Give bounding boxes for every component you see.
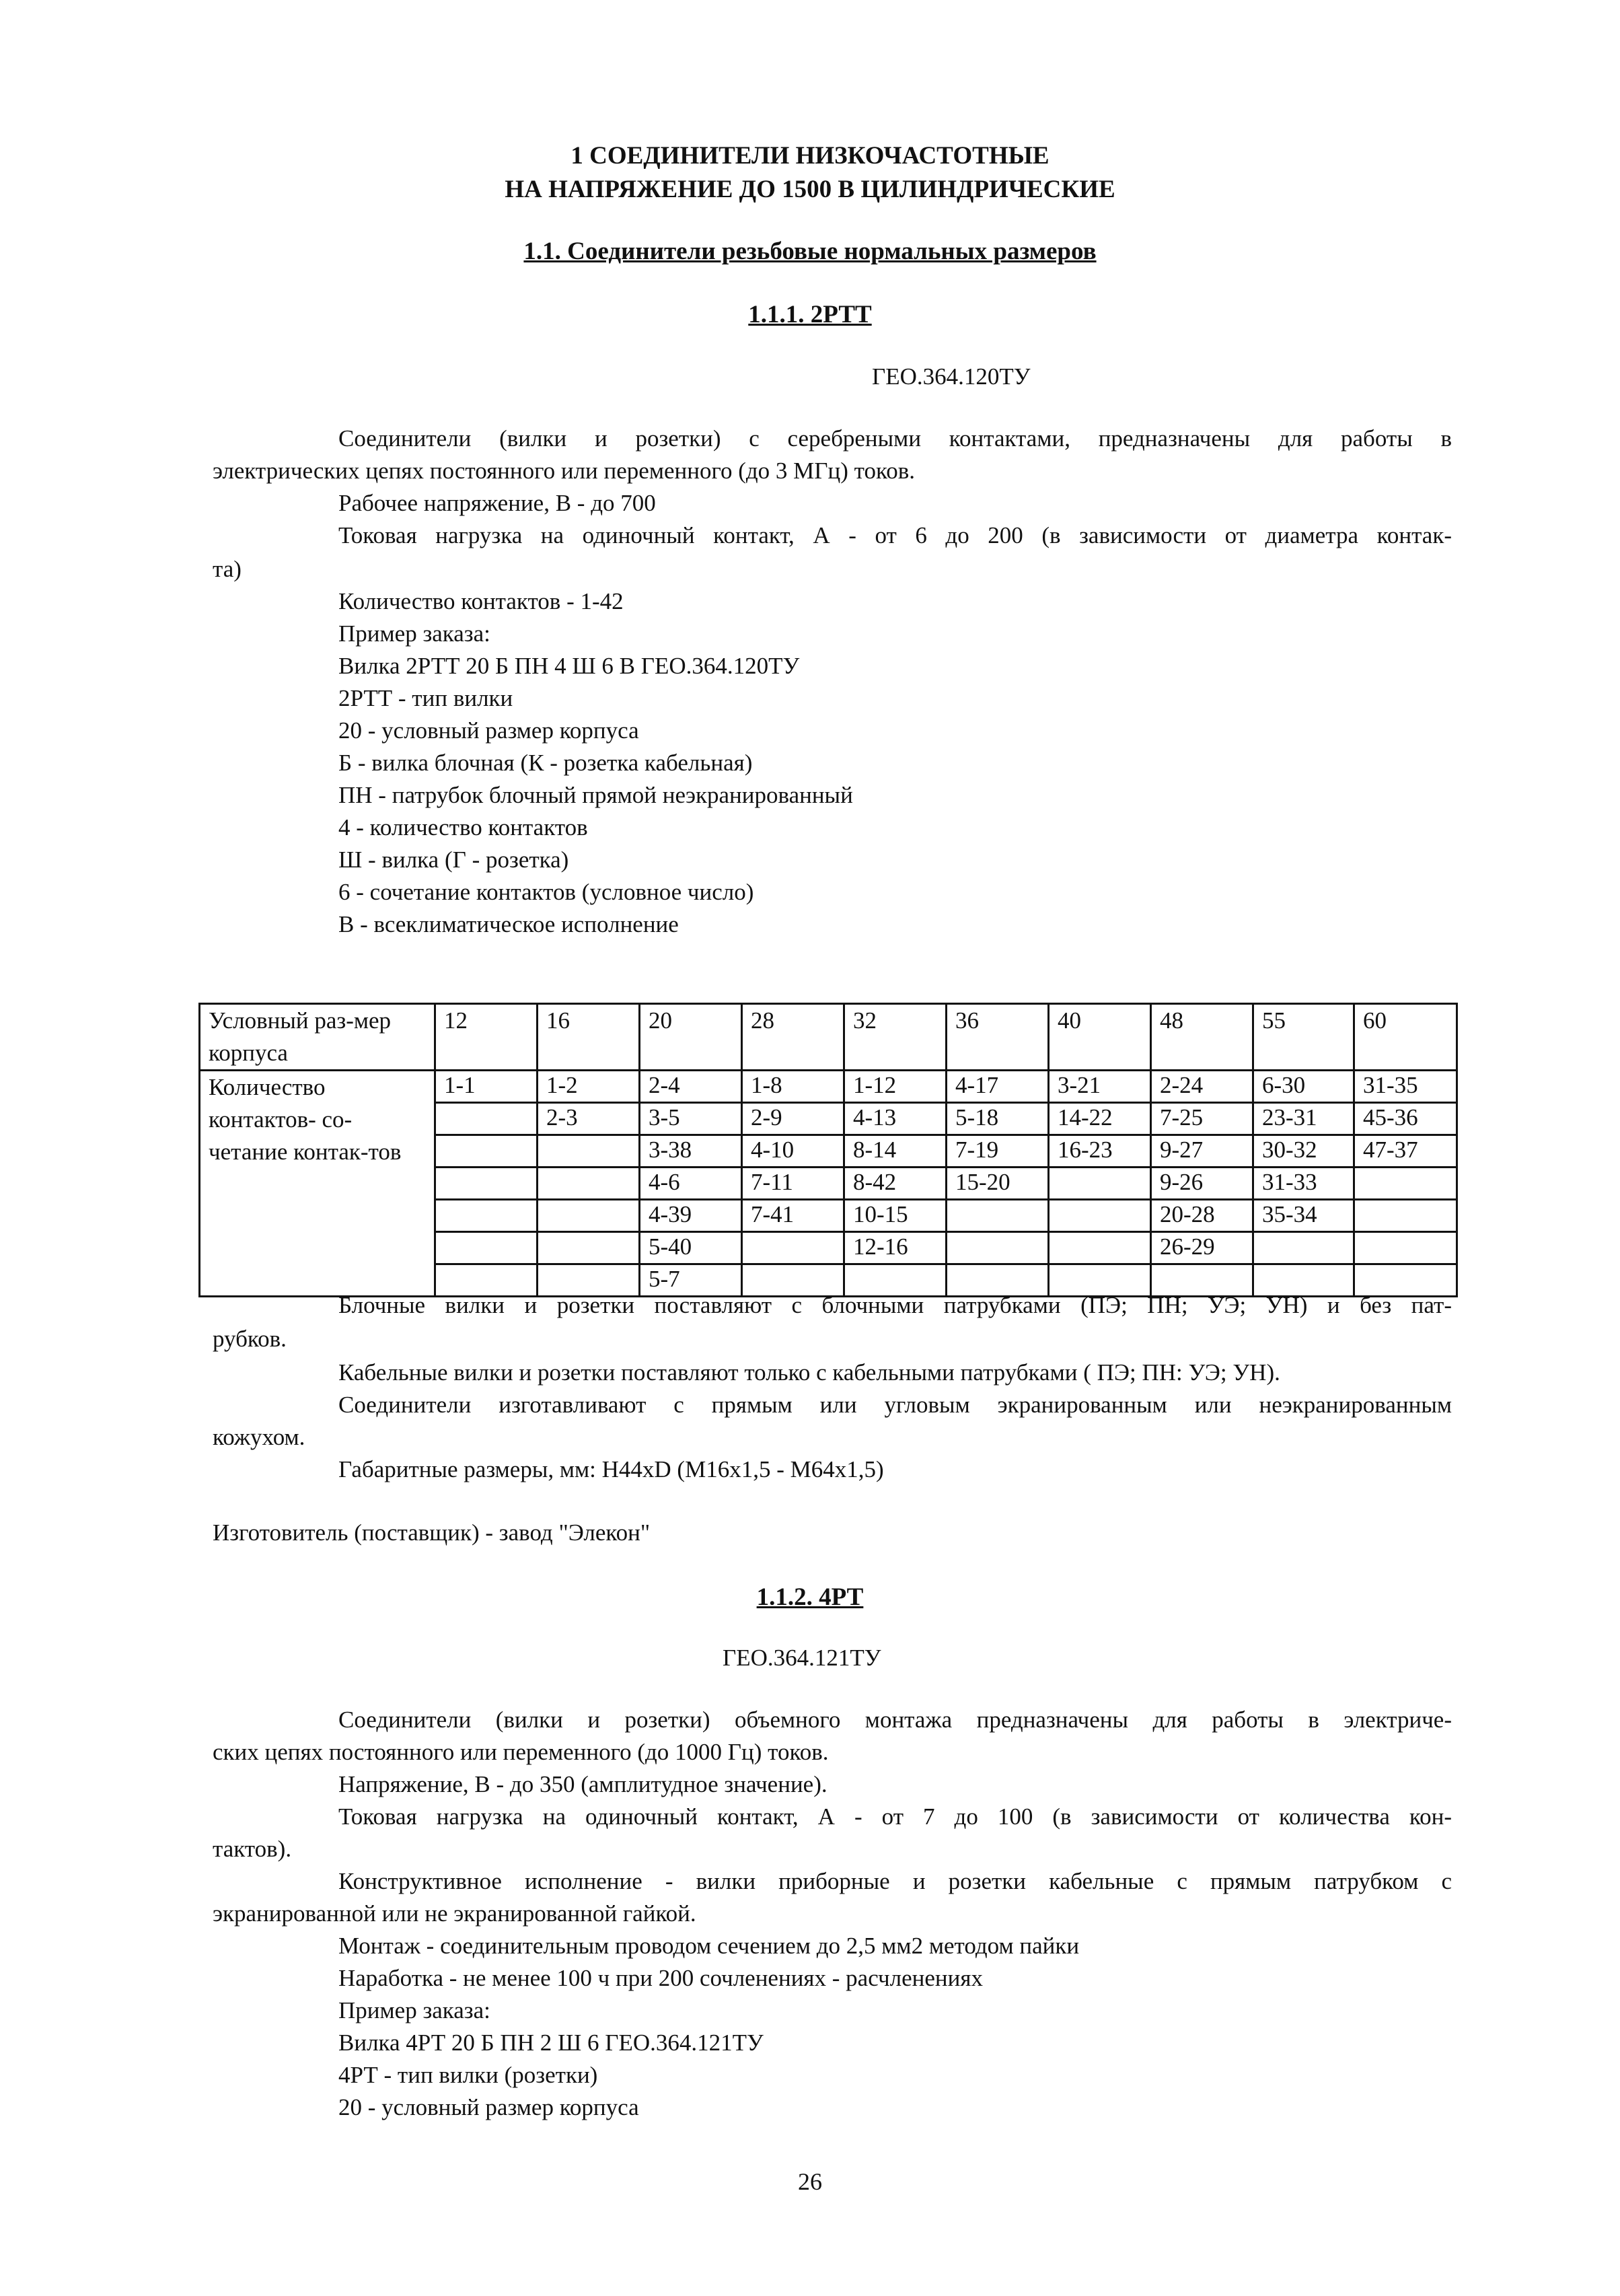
contact-cell: 3-38 <box>640 1135 742 1168</box>
order-example: Вилка 2РТТ 20 Б ПН 4 Ш 6 В ГЕО.364.120ТУ <box>338 653 800 679</box>
contacts-text: Количество контактов - 1-42 <box>338 588 624 614</box>
contact-cell: 47-37 <box>1354 1135 1457 1168</box>
intro2-line2: ских цепях постоянного или переменного (до 1000 Гц) токов. <box>213 1739 829 1765</box>
intro-line2: электрических цепях постоянного или переменного (до 3 МГц) токов. <box>213 458 916 484</box>
lifetime-text: Наработка - не менее 100 ч при 200 сочленениях - расчленениях <box>338 1965 983 1991</box>
contact-cell <box>435 1200 538 1232</box>
size-cell: 32 <box>844 1004 947 1071</box>
voltage2-text: Напряжение, В - до 350 (амплитудное значение). <box>338 1771 827 1797</box>
contact-cell: 31-33 <box>1253 1168 1354 1200</box>
size-cell: 36 <box>947 1004 1049 1071</box>
casing-line2: кожухом. <box>213 1424 305 1450</box>
contact-cell <box>1049 1200 1151 1232</box>
current-line1: Токовая нагрузка на одиночный контакт, А - от 6 до 200 (в зависимости от диаметра контак- <box>338 522 1452 548</box>
legend-item: Ш - вилка (Г - розетка) <box>338 847 569 873</box>
contact-cell <box>435 1232 538 1264</box>
contact-cell <box>538 1135 640 1168</box>
size-cell: 48 <box>1151 1004 1253 1071</box>
contact-cell: 3-5 <box>640 1103 742 1135</box>
legend-item: 4 - количество контактов <box>338 814 588 840</box>
contact-cell: 16-23 <box>1049 1135 1151 1168</box>
contact-cell: 6-30 <box>1253 1071 1354 1103</box>
size-cell: 16 <box>538 1004 640 1071</box>
intro2-line1: Соединители (вилки и розетки) объемного монтажа предназначены для работы в электриче- <box>338 1707 1452 1733</box>
contact-cell: 35-34 <box>1253 1200 1354 1232</box>
contact-cell: 8-42 <box>844 1168 947 1200</box>
contact-cell: 26-29 <box>1151 1232 1253 1264</box>
contact-cell: 2-4 <box>640 1071 742 1103</box>
contact-cell: 4-6 <box>640 1168 742 1200</box>
legend-item: ПН - патрубок блочный прямой неэкранированный <box>338 782 853 808</box>
current-line2: та) <box>213 556 242 582</box>
intro-line1: Соединители (вилки и розетки) с серебреными контактами, предназначены для работы в <box>338 425 1452 452</box>
legend-item: 6 - сочетание контактов (условное число) <box>338 879 754 905</box>
size-cell: 60 <box>1354 1004 1457 1071</box>
contact-cell: 7-41 <box>742 1200 844 1232</box>
size-cell: 20 <box>640 1004 742 1071</box>
legend2-item: 4РТ - тип вилки (розетки) <box>338 2062 598 2088</box>
contact-cell: 4-13 <box>844 1103 947 1135</box>
legend-item: В - всеклиматическое исполнение <box>338 911 679 937</box>
order2-label: Пример заказа: <box>338 1997 490 2023</box>
contact-cell: 7-19 <box>947 1135 1049 1168</box>
contact-cell: 9-27 <box>1151 1135 1253 1168</box>
contact-cell: 23-31 <box>1253 1103 1354 1135</box>
contact-cell <box>435 1135 538 1168</box>
contact-cell <box>1354 1232 1457 1264</box>
contact-cell: 4-17 <box>947 1071 1049 1103</box>
contact-cell: 2-3 <box>538 1103 640 1135</box>
contact-cell <box>1049 1168 1151 1200</box>
contact-cell: 5-18 <box>947 1103 1049 1135</box>
block-line2: рубков. <box>213 1326 287 1352</box>
contacts-table <box>198 1003 1458 1297</box>
contact-cell: 1-12 <box>844 1071 947 1103</box>
contact-cell: 7-25 <box>1151 1103 1253 1135</box>
voltage-text: Рабочее напряжение, В - до 700 <box>338 490 656 516</box>
contact-cell: 7-11 <box>742 1168 844 1200</box>
order2-example: Вилка 4РТ 20 Б ПН 2 Ш 6 ГЕО.364.121ТУ <box>338 2030 764 2056</box>
design-line2: экранированной или не экранированной гайкой. <box>213 1900 696 1927</box>
contact-cell: 1-1 <box>435 1071 538 1103</box>
item-title-4rt: 1.1.2. 4РТ <box>756 1583 864 1611</box>
contact-cell: 5-7 <box>640 1264 742 1297</box>
block-line1: Блочные вилки и розетки поставляют с блочными патрубками (ПЭ; ПН; УЭ; УН) и без пат- <box>338 1292 1452 1318</box>
contact-cell <box>435 1168 538 1200</box>
table-body <box>200 1071 1457 1297</box>
size-cell: 40 <box>1049 1004 1151 1071</box>
contact-cell <box>742 1232 844 1264</box>
contact-cell: 8-14 <box>844 1135 947 1168</box>
chapter-title-line2: НА НАПРЯЖЕНИЕ ДО 1500 В ЦИЛИНДРИЧЕСКИЕ <box>505 176 1115 203</box>
contact-cell <box>538 1168 640 1200</box>
table-header-row <box>200 1004 1457 1071</box>
contact-cell: 31-35 <box>1354 1071 1457 1103</box>
contact-cell: 4-10 <box>742 1135 844 1168</box>
mounting-text: Монтаж - соединительным проводом сечением до 2,5 мм2 методом пайки <box>338 1933 1080 1959</box>
contact-cell <box>1253 1232 1354 1264</box>
contact-cell: 15-20 <box>947 1168 1049 1200</box>
size-cell: 55 <box>1253 1004 1354 1071</box>
contact-cell: 45-36 <box>1354 1103 1457 1135</box>
contact-cell: 1-8 <box>742 1071 844 1103</box>
contact-cell: 3-21 <box>1049 1071 1151 1103</box>
design-line1: Конструктивное исполнение - вилки приборные и розетки кабельные с прямым патрубком с <box>338 1868 1452 1894</box>
legend-item: 2РТТ - тип вилки <box>338 685 513 711</box>
contact-cell: 10-15 <box>844 1200 947 1232</box>
order-label: Пример заказа: <box>338 620 490 647</box>
contact-cell: 14-22 <box>1049 1103 1151 1135</box>
contact-cell: 2-9 <box>742 1103 844 1135</box>
contact-cell <box>947 1200 1049 1232</box>
contact-cell: 1-2 <box>538 1071 640 1103</box>
contact-cell: 20-28 <box>1151 1200 1253 1232</box>
legend-item: Б - вилка блочная (К - розетка кабельная) <box>338 750 753 776</box>
doc-code-2: ГЕО.364.121ТУ <box>723 1645 881 1671</box>
row-label-cell: Количество контактов- со-четание контак-тов <box>200 1071 435 1297</box>
contact-cell <box>538 1232 640 1264</box>
contact-cell <box>538 1200 640 1232</box>
contact-cell: 5-40 <box>640 1232 742 1264</box>
doc-code-1: ГЕО.364.120ТУ <box>872 363 1031 390</box>
size-cell: 28 <box>742 1004 844 1071</box>
contact-cell: 30-32 <box>1253 1135 1354 1168</box>
subsection-title: 1.1. Соединители резьбовые нормальных размеров <box>523 238 1097 265</box>
contact-cell <box>435 1103 538 1135</box>
contact-cell <box>1354 1168 1457 1200</box>
contact-cell: 4-39 <box>640 1200 742 1232</box>
size-cell: 12 <box>435 1004 538 1071</box>
casing-line1: Соединители изготавливают с прямым или угловым экранированным или неэкранированным <box>338 1392 1452 1418</box>
current2-line2: тактов). <box>213 1836 292 1862</box>
legend-item: 20 - условный размер корпуса <box>338 717 639 744</box>
current2-line1: Токовая нагрузка на одиночный контакт, А - от 7 до 100 (в зависимости от количества кон- <box>338 1803 1452 1830</box>
dimensions-text: Габаритные размеры, мм: Н44хD (М16х1,5 - М64х1,5) <box>338 1456 884 1482</box>
page-number: 26 <box>798 2168 822 2195</box>
contact-cell: 9-26 <box>1151 1168 1253 1200</box>
manufacturer-text: Изготовитель (поставщик) - завод "Элекон" <box>213 1519 651 1546</box>
item-title-2rtt: 1.1.1. 2РТТ <box>748 301 872 328</box>
contact-cell: 2-24 <box>1151 1071 1253 1103</box>
contact-cell: 12-16 <box>844 1232 947 1264</box>
contact-cell <box>947 1232 1049 1264</box>
contact-cell <box>1354 1200 1457 1232</box>
cable-text: Кабельные вилки и розетки поставляют только с кабельными патрубками ( ПЭ; ПН: УЭ; УН). <box>338 1359 1280 1386</box>
header-label-cell: Условный раз-мер корпуса <box>200 1004 435 1071</box>
chapter-title-line1: 1 СОЕДИНИТЕЛИ НИЗКОЧАСТОТНЫЕ <box>570 142 1050 170</box>
legend2-item: 20 - условный размер корпуса <box>338 2094 639 2120</box>
contact-cell <box>1049 1232 1151 1264</box>
table-row <box>200 1071 1457 1103</box>
